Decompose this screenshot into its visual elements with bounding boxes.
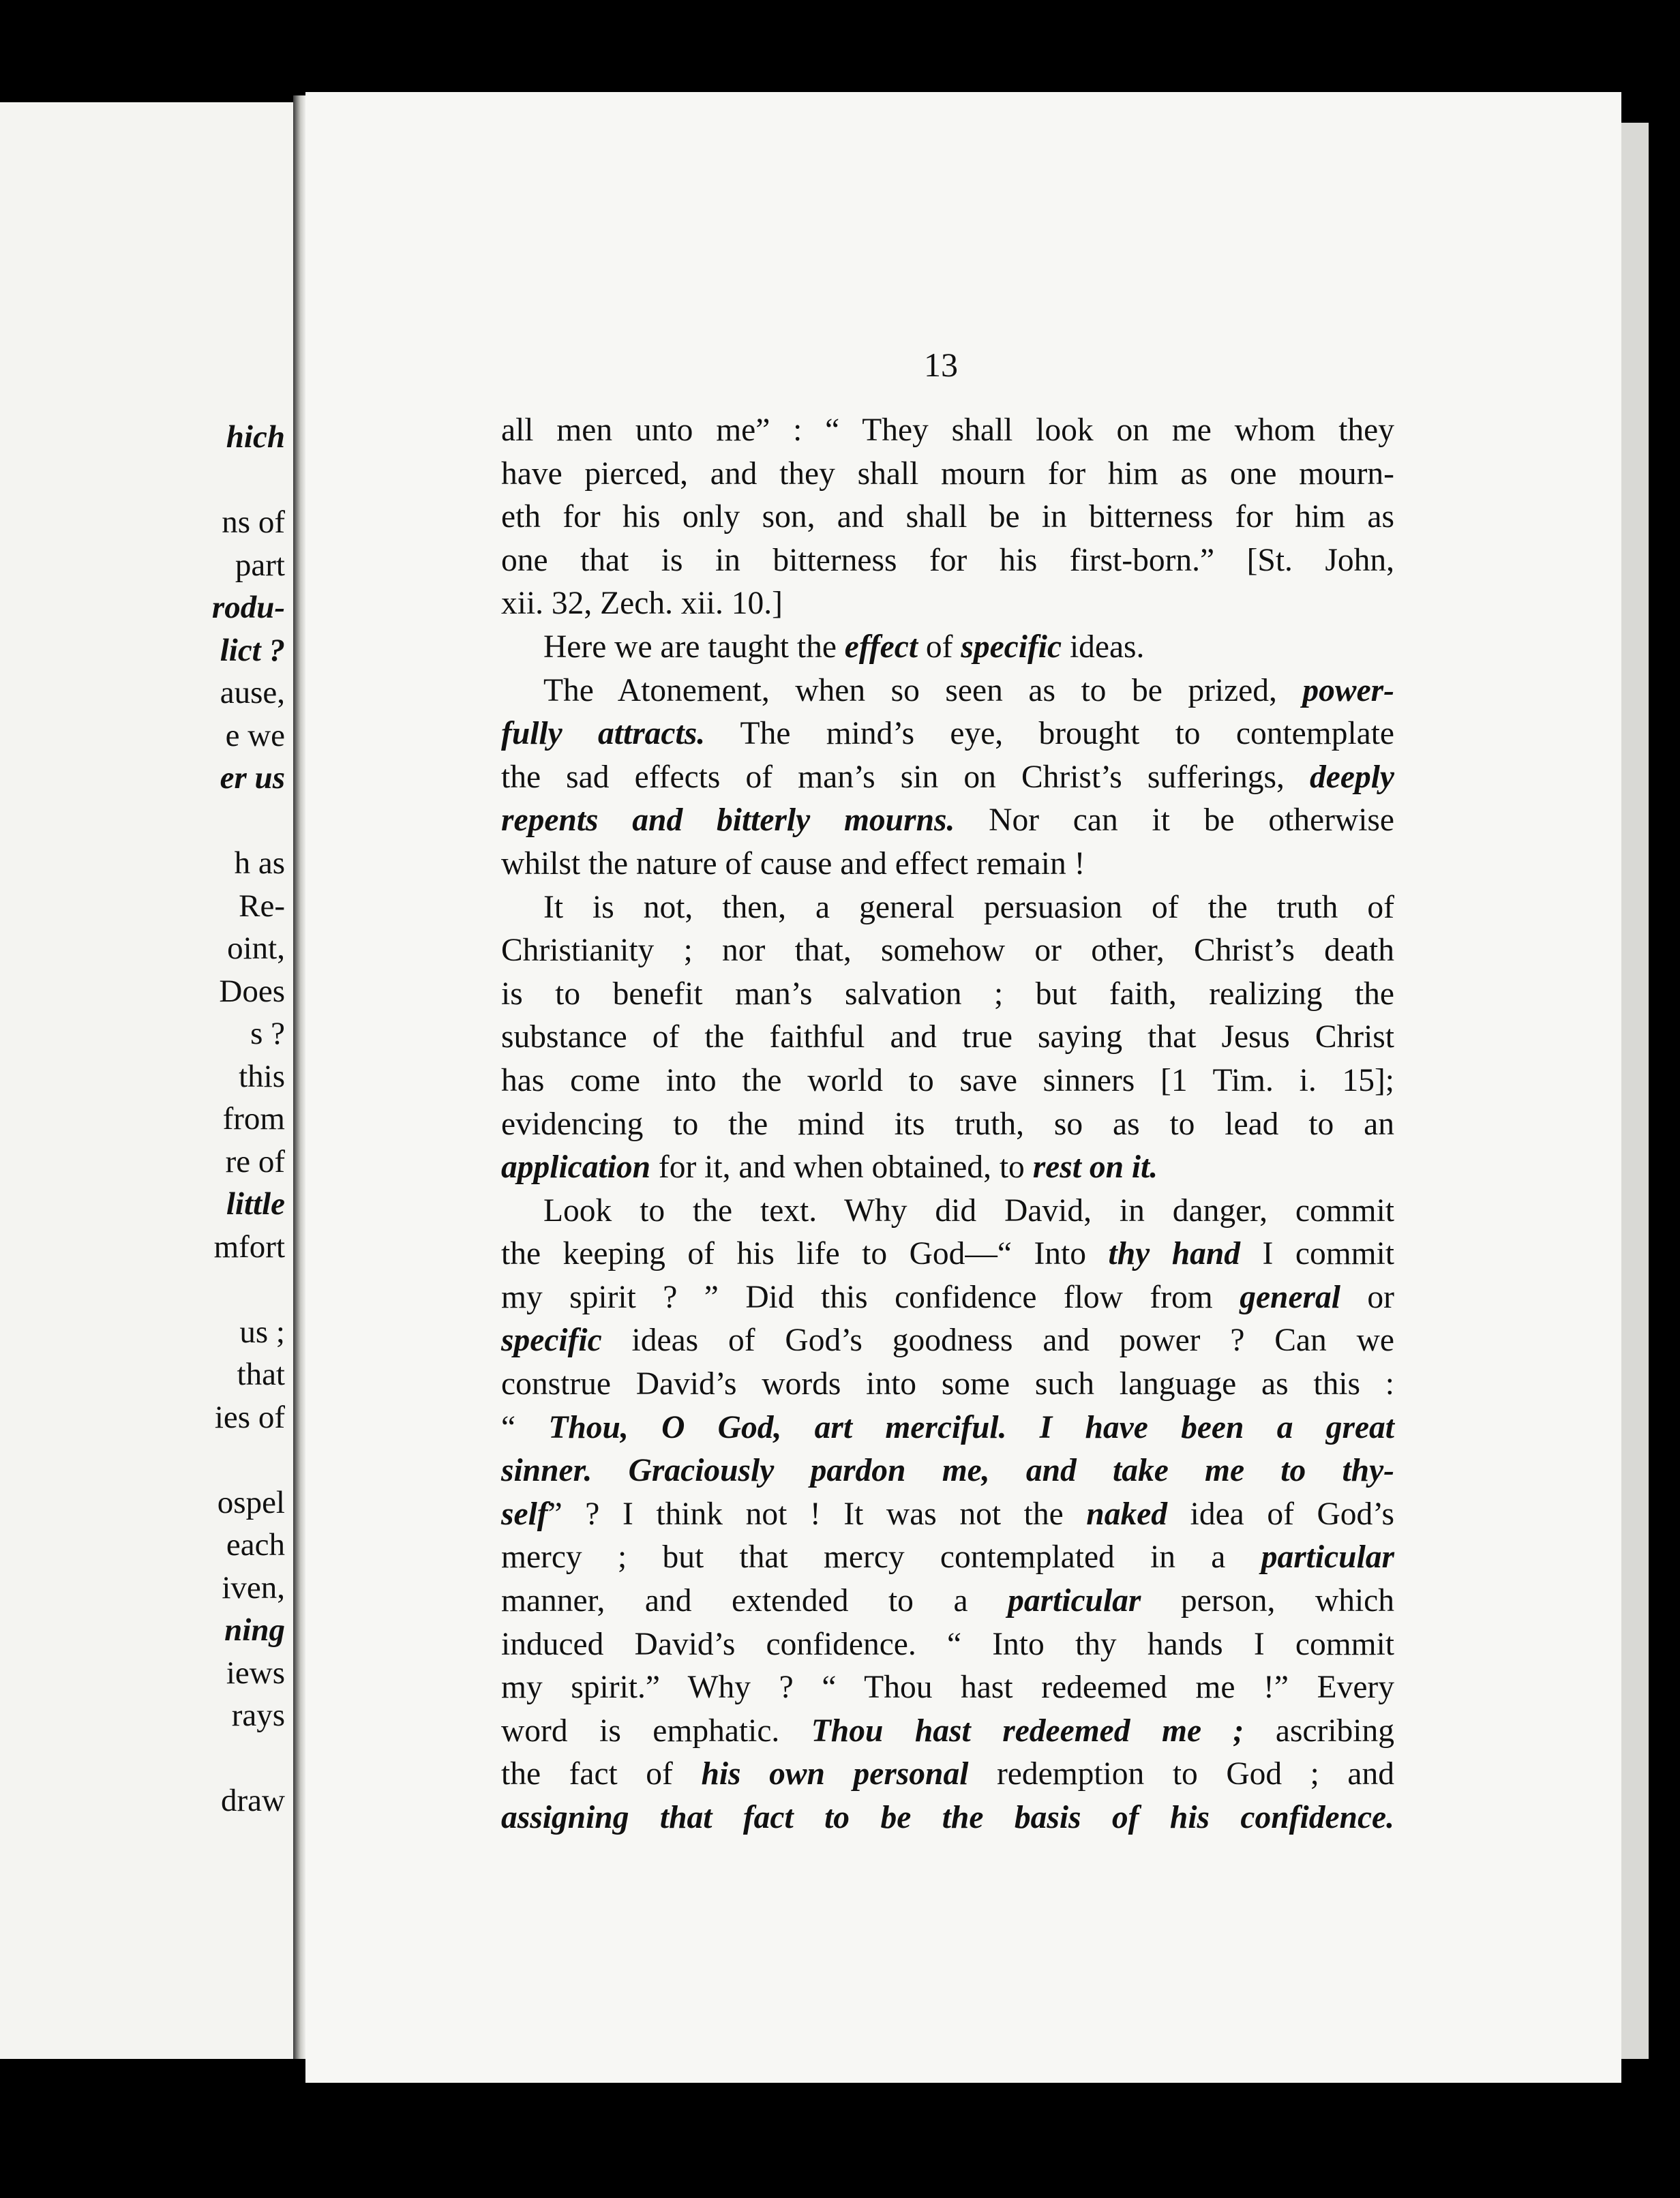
emphasis-text: sinner. Graciously pardon me, and take me to thy-	[501, 1453, 1394, 1489]
text-line	[501, 1406, 1394, 1450]
text-run: one that is in bitterness for his first-born.” [St. John,	[501, 542, 1394, 578]
facing-page-fragment: this	[239, 1058, 285, 1094]
facing-page-fragment: mfort	[213, 1229, 285, 1265]
emphasis-text: assigning that fact to be the basis of his confidence.	[501, 1800, 1394, 1835]
text-run: The Atonement, when so seen as to be prized,	[543, 672, 1303, 708]
facing-page-fragment: ns of	[222, 505, 285, 540]
text-line	[501, 539, 1394, 583]
text-line	[501, 1276, 1394, 1320]
text-line	[501, 1146, 1394, 1190]
facing-page-fragment: ning	[224, 1612, 285, 1648]
emphasis-text: rest on it.	[1032, 1149, 1158, 1186]
text-run: Nor can it be otherwise	[955, 802, 1394, 839]
text-line	[501, 843, 1394, 886]
text-line	[501, 929, 1394, 973]
facing-page-fragment: ospel	[217, 1484, 285, 1520]
text-line	[501, 886, 1394, 930]
facing-page-fragment: rodu-	[211, 590, 285, 625]
text-run: xii. 32, Zech. xii. 10.]	[501, 586, 783, 622]
text-line	[501, 1233, 1394, 1276]
text-run: evidencing to the mind its truth, so as to lead to an	[501, 1106, 1394, 1142]
text-run: Christianity ; nor that, somehow or other, Christ’s death	[501, 933, 1394, 969]
text-line	[501, 1666, 1394, 1710]
facing-page-fragment: each	[226, 1527, 285, 1563]
emphasis-text: Thou, O God, art merciful. I have been a great	[548, 1409, 1394, 1445]
emphasis-text: deeply	[1310, 759, 1394, 795]
text-run: ideas of God’s goodness and power ? Can we	[601, 1323, 1394, 1359]
facing-page-fragment: hich	[226, 419, 285, 455]
text-run: induced David’s confidence. “ Into thy hands I commit	[501, 1626, 1394, 1662]
facing-page-fragment: Does	[219, 973, 285, 1009]
text-line	[501, 582, 1394, 626]
facing-page-fragment: Re-	[239, 888, 285, 924]
text-run: the sad effects of man’s sin on Christ’s sufferings,	[501, 759, 1310, 795]
text-run: ascribing	[1244, 1713, 1394, 1749]
text-line	[501, 1449, 1394, 1493]
emphasis-text: application	[501, 1149, 651, 1186]
text-line	[501, 626, 1394, 669]
facing-page-fragment: that	[237, 1357, 285, 1392]
text-run: ” ? I think not ! It was not the	[548, 1496, 1087, 1532]
text-run: have pierced, and they shall mourn for him as one mourn-	[501, 455, 1394, 492]
text-run: is to benefit man’s salvation ; but faith, realizing the	[501, 976, 1394, 1012]
text-line	[501, 973, 1394, 1017]
text-line	[501, 1710, 1394, 1753]
text-line	[501, 1536, 1394, 1580]
emphasis-text: naked	[1086, 1496, 1168, 1532]
text-run: of	[918, 629, 961, 665]
facing-page-fragment: ause,	[220, 675, 285, 710]
text-run: for it, and when obtained, to	[650, 1149, 1033, 1186]
emphasis-text: repents and bitterly mourns.	[501, 802, 955, 839]
emphasis-text: particular	[1008, 1583, 1141, 1619]
emphasis-text: specific	[961, 629, 1062, 665]
text-line	[501, 1190, 1394, 1233]
facing-page-fragment: iews	[226, 1655, 285, 1691]
emphasis-text: particular	[1261, 1539, 1394, 1576]
emphasis-text: Thou hast redeemed me ;	[811, 1713, 1244, 1749]
facing-page-fragment: e we	[225, 717, 285, 753]
facing-page-fragment: s ?	[250, 1016, 285, 1051]
text-run: has come into the world to save sinners [1 Tim. i. 15];	[501, 1062, 1394, 1098]
facing-page-fragment: h as	[234, 845, 285, 881]
body-text	[501, 409, 1394, 1840]
text-run: “	[501, 1409, 549, 1445]
text-run: or	[1340, 1279, 1394, 1315]
text-run: my spirit ? ” Did this confidence flow from	[501, 1279, 1240, 1315]
text-run: Look to the text. Why did David, in danger, commit	[543, 1192, 1394, 1229]
facing-page-fragment: from	[222, 1101, 285, 1136]
text-line	[501, 799, 1394, 843]
text-run: The mind’s eye, brought to contemplate	[705, 716, 1395, 752]
text-run: idea of God’s	[1167, 1496, 1394, 1532]
text-run: the fact of	[501, 1756, 702, 1792]
page-number: 13	[924, 346, 958, 384]
emphasis-text: fully attracts.	[501, 716, 706, 752]
emphasis-text: self	[501, 1496, 548, 1532]
text-line	[501, 1016, 1394, 1059]
text-run: construe David’s words into some such language as this :	[501, 1366, 1394, 1402]
text-run: I commit	[1240, 1236, 1394, 1272]
text-run: It is not, then, a general persuasion of the truth of	[543, 889, 1394, 925]
text-run: eth for his only son, and shall be in bitterness for him as	[501, 499, 1394, 535]
text-line	[501, 1059, 1394, 1103]
text-line	[501, 1319, 1394, 1363]
text-run: Here we are taught the	[543, 629, 845, 665]
facing-page-fragment: rays	[231, 1698, 285, 1733]
text-line	[501, 1623, 1394, 1667]
text-line	[501, 409, 1394, 453]
text-line	[501, 1363, 1394, 1406]
emphasis-text: effect	[844, 629, 918, 665]
text-run: whilst the nature of cause and effect remain !	[501, 845, 1085, 882]
text-run: ideas.	[1062, 629, 1145, 665]
facing-page-fragment: little	[226, 1186, 285, 1222]
text-line	[501, 756, 1394, 800]
book-gutter	[293, 95, 305, 2059]
emphasis-text: power-	[1302, 672, 1394, 708]
facing-page-fragment: er us	[220, 760, 285, 796]
text-line	[501, 712, 1394, 756]
page-edge-shadow	[1621, 123, 1649, 2059]
text-line	[501, 1796, 1394, 1840]
text-line	[501, 669, 1394, 713]
facing-page-fragment: ies of	[214, 1399, 285, 1435]
facing-page-fragment: draw	[221, 1783, 285, 1818]
text-line	[501, 1753, 1394, 1796]
text-line	[501, 1580, 1394, 1623]
text-run: mercy ; but that mercy contemplated in a	[501, 1539, 1261, 1576]
facing-page-fragment: oint,	[227, 931, 285, 966]
facing-page-fragment: re of	[225, 1143, 285, 1179]
text-line	[501, 1493, 1394, 1537]
text-line	[501, 496, 1394, 539]
facing-page-fragment: lict ?	[220, 632, 285, 668]
facing-page-edge	[0, 102, 293, 2059]
text-run: substance of the faithful and true saying that Jesus Christ	[501, 1019, 1394, 1055]
text-line	[501, 453, 1394, 496]
emphasis-text: specific	[501, 1323, 602, 1359]
text-line	[501, 1103, 1394, 1147]
text-run: word is emphatic.	[501, 1713, 811, 1749]
facing-page-fragment: iven,	[222, 1569, 285, 1606]
facing-page-fragment: us ;	[239, 1314, 285, 1350]
text-run: manner, and extended to a	[501, 1583, 1008, 1619]
text-run: the keeping of his life to God—“ Into	[501, 1236, 1109, 1272]
emphasis-text: general	[1240, 1279, 1340, 1315]
text-run: my spirit.” Why ? “ Thou hast redeemed me !” Every	[501, 1670, 1394, 1706]
text-run: all men unto me” : “ They shall look on me whom they	[501, 412, 1394, 448]
emphasis-text: thy hand	[1108, 1236, 1241, 1272]
facing-page-fragment: part	[235, 547, 285, 583]
text-run: person, which	[1141, 1583, 1395, 1619]
text-run: redemption to God ; and	[968, 1756, 1395, 1792]
emphasis-text: his own personal	[701, 1756, 969, 1792]
